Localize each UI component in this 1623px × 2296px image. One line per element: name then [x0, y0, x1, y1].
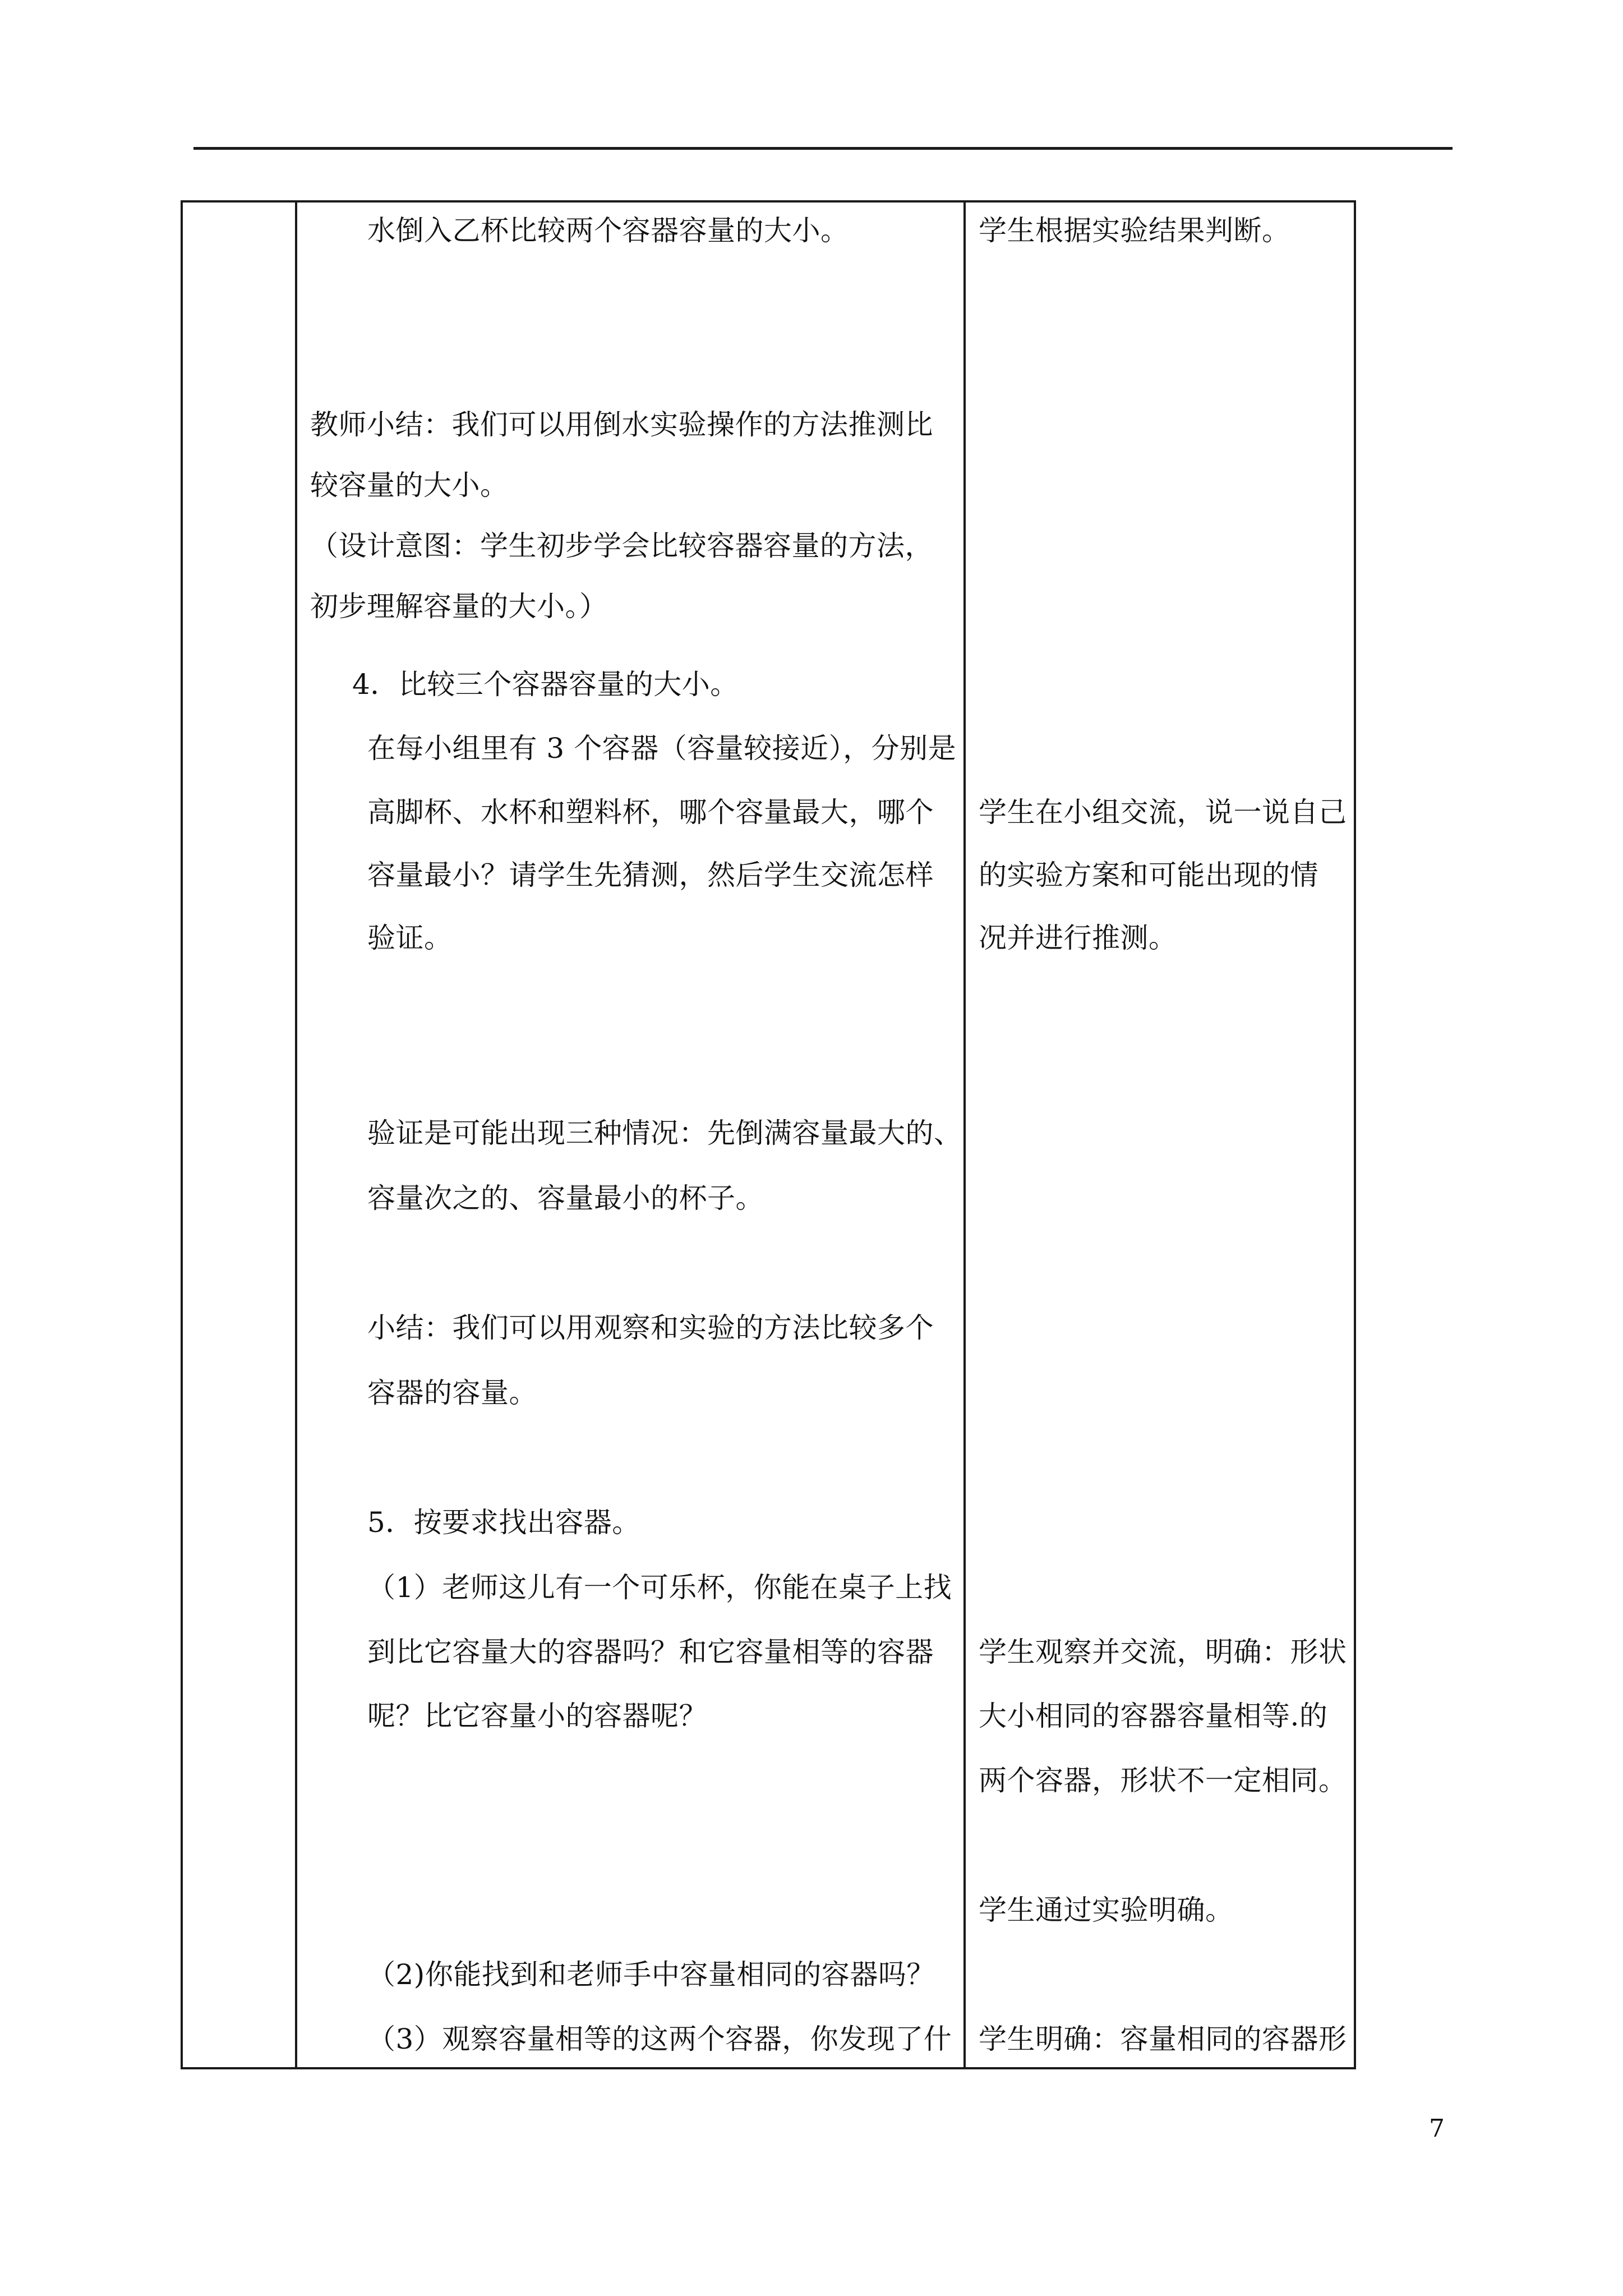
lesson-line: （3）观察容量相等的这两个容器，你发现了什 [367, 2023, 952, 2055]
lesson-line: （2)你能找到和老师手中容量相同的容器吗？ [367, 1958, 935, 1991]
lesson-line: 容量最小？请学生先猜测，然后学生交流怎样 [367, 859, 934, 891]
lesson-line: 教师小结：我们可以用倒水实验操作的方法推测比 [310, 408, 933, 441]
lesson-line: 验证。 [367, 922, 453, 954]
table-bottom-border [181, 2067, 1356, 2069]
lesson-line: 呢？比它容量小的容器呢？ [367, 1700, 707, 1732]
lesson-line: 容器的容量。 [367, 1377, 537, 1409]
table-right-border [1354, 200, 1356, 2068]
student-line: 大小相同的容器容量相等.的 [979, 1700, 1328, 1732]
lesson-line: 4．比较三个容器容量的大小。 [352, 668, 739, 701]
table-left-border [181, 200, 183, 2068]
lesson-line: （设计意图：学生初步学会比较容器容量的方法， [310, 530, 933, 562]
lesson-line: 小结：我们可以用观察和实验的方法比较多个 [367, 1312, 934, 1344]
lesson-line: 高脚杯、水杯和塑料杯，哪个容量最大，哪个 [367, 796, 934, 829]
table-top-border [181, 200, 1356, 203]
lesson-line: 到比它容量大的容器吗？和它容量相等的容器 [367, 1636, 934, 1668]
student-line: 学生明确：容量相同的容器形 [979, 2023, 1347, 2055]
lesson-line: 水倒入乙杯比较两个容器容量的大小。 [367, 214, 849, 247]
student-line: 学生观察并交流，明确：形状 [979, 1636, 1347, 1668]
table-divider-2 [963, 200, 966, 2068]
student-line: 学生在小组交流，说一说自己 [979, 796, 1347, 829]
lesson-line: 5．按要求找出容器。 [367, 1506, 640, 1539]
student-line: 学生通过实验明确。 [979, 1894, 1234, 1926]
student-line: 的实验方案和可能出现的情 [979, 859, 1318, 891]
table-divider-1 [295, 200, 297, 2068]
lesson-line: 容量次之的、容量最小的杯子。 [367, 1182, 764, 1214]
lesson-line: 初步理解容量的大小。） [310, 590, 608, 623]
student-line: 况并进行推测。 [979, 922, 1177, 954]
student-line: 两个容器，形状不一定相同。 [979, 1764, 1347, 1797]
header-rule [193, 147, 1453, 150]
page-number: 7 [1429, 2114, 1445, 2143]
lesson-line: 较容量的大小。 [310, 469, 509, 501]
lesson-line: 验证是可能出现三种情况：先倒满容量最大的、 [367, 1117, 962, 1149]
lesson-line: 在每小组里有 3 个容器（容量较接近），分别是 [367, 732, 957, 765]
student-line: 学生根据实验结果判断。 [979, 214, 1290, 247]
lesson-line: （1）老师这儿有一个可乐杯，你能在桌子上找 [367, 1571, 952, 1604]
